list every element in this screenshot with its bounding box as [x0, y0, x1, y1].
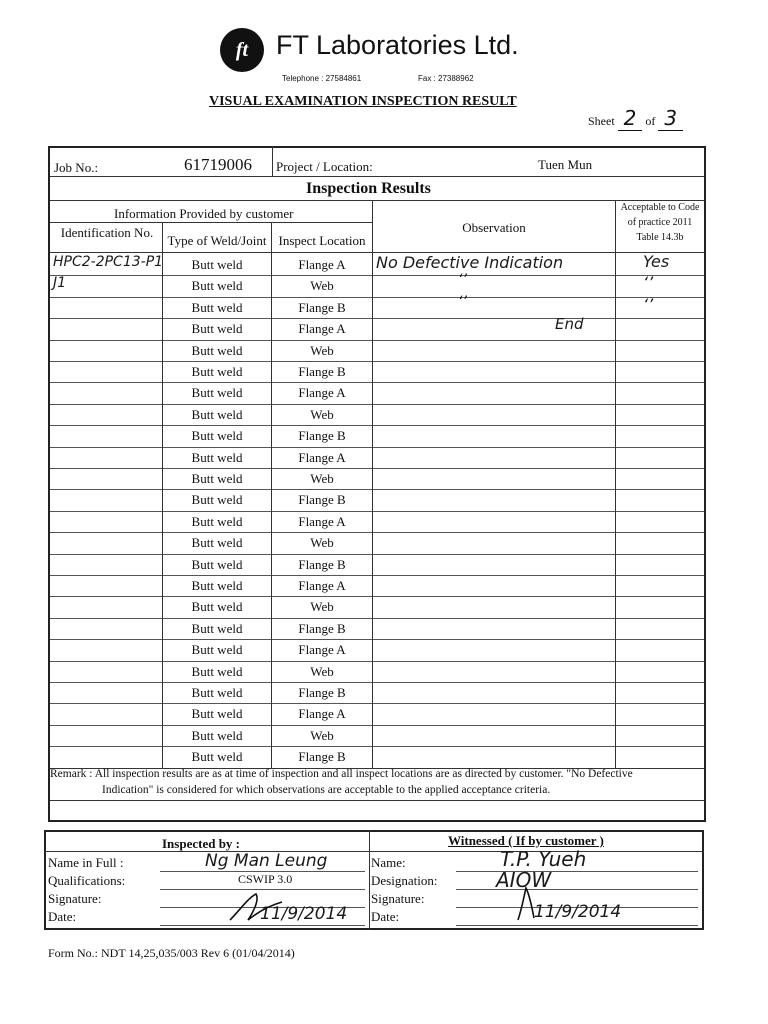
cell-observation: ‘’: [458, 272, 467, 288]
cell-inspect-location: Web: [310, 599, 334, 614]
logo-text: ft: [235, 38, 249, 61]
cell-weld-type: Butt weld: [191, 343, 243, 358]
cell-observation: ‘’: [458, 294, 467, 310]
cell-inspect-location: Flange A: [298, 642, 346, 657]
cell-observation: End: [555, 315, 584, 333]
hline-customer: [50, 222, 372, 223]
date-underline: [160, 925, 365, 926]
hline-row: [50, 746, 704, 747]
form-number: Form No.: NDT 14,25,035/003 Rev 6 (01/04/2014): [48, 946, 295, 960]
inspected-by-title: Inspected by :: [162, 836, 241, 851]
sheet-no: 2: [618, 106, 643, 131]
cell-weld-type: Butt weld: [191, 428, 243, 443]
hline-row: [50, 661, 704, 662]
col-weld-type: Type of Weld/Joint: [167, 233, 267, 248]
hline-row: [50, 639, 704, 640]
witness-name-label: Name:: [371, 855, 406, 870]
hline-row: [50, 361, 704, 362]
date-label: Date:: [48, 909, 77, 924]
hline-row: [50, 554, 704, 555]
hline-row: [50, 511, 704, 512]
cell-weld-type: Butt weld: [191, 642, 243, 657]
hline-row: [50, 725, 704, 726]
cell-inspect-location: Flange B: [298, 749, 346, 764]
inspector-qualification: CSWIP 3.0: [238, 872, 293, 886]
vline-obs: [615, 200, 616, 768]
signoff-header-line: [44, 851, 704, 852]
cell-weld-type: Butt weld: [191, 364, 243, 379]
cell-weld-type: Butt weld: [191, 749, 243, 764]
customer-info-header: Information Provided by customer: [114, 206, 294, 221]
cell-inspect-location: Web: [310, 471, 334, 486]
hline-row: [50, 489, 704, 490]
inspector-name: Ng Man Leung: [205, 851, 328, 871]
remark-line-2: Indication" is considered for which observations are acceptable to the applied acceptance criteria.: [102, 784, 551, 796]
hline-section: [50, 200, 704, 201]
cell-weld-type: Butt weld: [191, 599, 243, 614]
remark-line-1: Remark : All inspection results are as at time of inspection and all inspect locations are as directed by customer. "No Defective: [50, 768, 633, 780]
w-name-underline: [456, 871, 698, 872]
cell-inspect-location: Flange A: [298, 578, 346, 593]
cell-weld-type: Butt weld: [191, 578, 243, 593]
cell-acceptable: ‘’: [643, 273, 654, 292]
hline-row: [50, 275, 704, 276]
job-label: Job No.:: [54, 160, 99, 175]
cell-inspect-location: Flange B: [298, 364, 346, 379]
witness-designation: AIOW: [496, 868, 552, 892]
cell-weld-type: Butt weld: [191, 621, 243, 636]
cell-weld-type: Butt weld: [191, 685, 243, 700]
cell-weld-type: Butt weld: [191, 407, 243, 422]
hline-row: [50, 618, 704, 619]
cell-inspect-location: Flange B: [298, 492, 346, 507]
witness-signature-label: Signature:: [371, 891, 425, 906]
cell-weld-type: Butt weld: [191, 300, 243, 315]
cell-weld-type: Butt weld: [191, 450, 243, 465]
cell-inspect-location: Flange B: [298, 621, 346, 636]
company-logo: [220, 28, 264, 72]
w-desig-underline: [456, 889, 698, 890]
hline-row: [50, 682, 704, 683]
inspector-date: 11/9/2014: [260, 904, 348, 924]
sheet-label: Sheet: [588, 114, 615, 128]
cell-weld-type: Butt weld: [191, 492, 243, 507]
cell-inspect-location: Web: [310, 343, 334, 358]
cell-acceptable: ‘’: [643, 295, 654, 314]
cell-inspect-location: Flange B: [298, 557, 346, 572]
cell-acceptable: Yes: [643, 252, 670, 271]
hline-row: [50, 297, 704, 298]
cell-inspect-location: Web: [310, 535, 334, 550]
cell-weld-type: Butt weld: [191, 257, 243, 272]
hline-row: [50, 596, 704, 597]
cell-inspect-location: Flange B: [298, 428, 346, 443]
cell-inspect-location: Web: [310, 664, 334, 679]
sheet-number: [588, 106, 683, 131]
cell-inspect-location: Flange A: [298, 385, 346, 400]
cell-inspect-location: Web: [310, 278, 334, 293]
company-name: FT Laboratories Ltd.: [276, 30, 519, 60]
hline-row: [50, 447, 704, 448]
cell-inspect-location: Web: [310, 728, 334, 743]
cell-identification: J1: [53, 275, 67, 291]
project-location: Tuen Mun: [538, 157, 593, 172]
hline-job: [50, 176, 704, 177]
document-title: VISUAL EXAMINATION INSPECTION RESULT: [209, 94, 517, 109]
project-label: Project / Location:: [276, 159, 373, 174]
of-label: of: [645, 114, 656, 128]
cell-weld-type: Butt weld: [191, 278, 243, 293]
vline-job: [272, 146, 273, 176]
hline-row: [50, 404, 704, 405]
col-observation: Observation: [462, 220, 526, 235]
cell-inspect-location: Web: [310, 407, 334, 422]
witness-designation-label: Designation:: [371, 873, 438, 888]
cell-inspect-location: Flange B: [298, 685, 346, 700]
w-date-underline: [456, 925, 698, 926]
cell-weld-type: Butt weld: [191, 321, 243, 336]
section-title: Inspection Results: [306, 180, 431, 197]
hline-row: [50, 532, 704, 533]
cell-weld-type: Butt weld: [191, 557, 243, 572]
vline-loc: [372, 200, 373, 768]
witness-name: T.P. Yueh: [500, 847, 587, 871]
telephone: Telephone : 27584861: [282, 74, 362, 83]
col-acceptable: Acceptable to Code of practice 2011 Table 14.3b: [620, 202, 700, 243]
fax: Fax : 27388962: [418, 74, 474, 83]
cell-inspect-location: Flange A: [298, 257, 346, 272]
cell-inspect-location: Flange A: [298, 321, 346, 336]
qualifications-label: Qualifications:: [48, 873, 126, 888]
witnessed-title: Witnessed ( If by customer ): [448, 833, 604, 848]
hline-remark-bottom: [50, 800, 704, 801]
hline-row: [50, 382, 704, 383]
hline-row: [50, 703, 704, 704]
col-identification: Identification No.: [60, 225, 154, 240]
inspection-table-frame: [48, 146, 706, 822]
hline-row: [50, 318, 704, 319]
name-full-label: Name in Full :: [48, 855, 124, 870]
cell-weld-type: Butt weld: [191, 385, 243, 400]
hline-row: [50, 425, 704, 426]
sheet-total: 3: [658, 106, 683, 131]
witness-date: 11/9/2014: [534, 902, 622, 922]
cell-weld-type: Butt weld: [191, 664, 243, 679]
cell-identification: HPC2-2PC13-P1: [53, 254, 164, 270]
signoff-divider: [369, 830, 370, 930]
cell-weld-type: Butt weld: [191, 471, 243, 486]
cell-inspect-location: Flange A: [298, 450, 346, 465]
cell-weld-type: Butt weld: [191, 514, 243, 529]
cell-weld-type: Butt weld: [191, 535, 243, 550]
cell-weld-type: Butt weld: [191, 706, 243, 721]
job-number: 61719006: [184, 155, 252, 174]
witness-date-label: Date:: [371, 909, 400, 924]
cell-inspect-location: Flange A: [298, 706, 346, 721]
cell-inspect-location: Flange A: [298, 514, 346, 529]
cell-observation: No Defective Indication: [376, 253, 564, 272]
cell-weld-type: Butt weld: [191, 728, 243, 743]
hline-row: [50, 340, 704, 341]
hline-row: [50, 575, 704, 576]
signature-label: Signature:: [48, 891, 102, 906]
col-inspect-location: Inspect Location: [278, 233, 366, 248]
inspector-signature: [226, 890, 286, 924]
witness-signature: [512, 884, 542, 924]
hline-row: [50, 468, 704, 469]
cell-inspect-location: Flange B: [298, 300, 346, 315]
